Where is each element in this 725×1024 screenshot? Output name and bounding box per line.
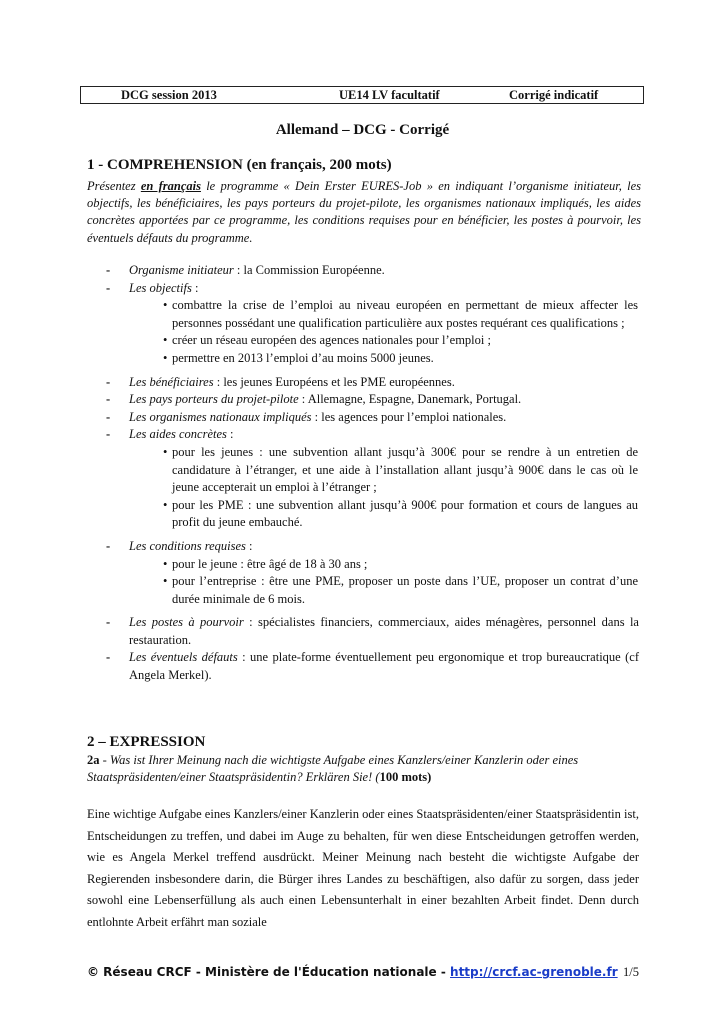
item-label: Les organismes nationaux impliqués [129,409,312,424]
prompt-underlined: en français [140,179,201,193]
header-unit: UE14 LV facultatif [339,88,440,102]
question-text: - Was ist Ihrer Meinung nach die wichtigste Aufgabe eines Kanzlers/einer Kanzlerin oder eines Staatspräsidenten/einer Staatspräsidentin? Erklären Sie! ( [87,753,579,785]
list-item [0,374,639,392]
prompt-text-rest: le programme « Dein Erster EURES-Job » en indiquant l’organisme initiateur, les objectifs, les bénéficiaires, les pays porteurs du projet-pilote, les organismes nationaux impliqués, les aides concrètes apportées par ce programme, les conditions requises pour en bénéficier, les postes à pourvoir, les éventuels défauts du programme. [87,179,641,245]
list-item [0,426,639,444]
item-text: : les agences pour l’emploi nationales. [311,409,507,424]
item-text: : [245,538,253,553]
sub-item-text: pour le jeune : être âgé de 18 à 30 ans ; [172,556,368,571]
sub-item-text: permettre en 2013 l’emploi d’au moins 5000 jeunes. [172,350,434,365]
item-label: Les aides concrètes [129,427,227,442]
sub-item-text: combattre la crise de l’emploi au niveau européen en permettant de mieux affecter les personnes possédant une qualification particulière aux postes requérant ces qualifications ; [172,298,638,330]
header-type: Corrigé indicatif [509,88,599,102]
list-item [0,280,639,298]
list-item [0,262,639,280]
item-label: Les bénéficiaires [129,374,214,389]
section2-question [87,752,641,786]
footer-copyright: © Réseau CRCF - Ministère de l'Éducation nationale - [87,965,451,979]
dash-bullet: - [106,538,111,553]
bullet-dot: • [163,444,168,459]
sub-item [163,444,638,497]
document-title: Allemand – DCG - Corrigé [275,122,450,138]
footer-text [87,965,618,979]
bullet-dot: • [163,298,168,313]
sub-item [163,556,638,574]
item-text: : spécialistes financiers, commerciaux, aides ménagères, personnel dans la restauration. [129,615,639,647]
dash-bullet: - [106,374,111,389]
item-text: : les jeunes Européens et les PME européennes. [213,374,455,389]
prompt-text: Présentez [87,179,141,193]
item-text: : la Commission Européenne. [233,263,385,277]
dash-bullet: - [106,280,111,295]
question-close: ) [427,770,432,785]
sub-item-text: pour les PME : une subvention allant jusqu’à 900€ pour formation et cours de langues au profit du jeune embauché. [172,497,638,530]
item-label: Les conditions requises [129,538,246,553]
section1-prompt [87,178,641,247]
item-text: : [191,280,199,295]
item-label: Les pays porteurs du projet-pilote [129,392,299,407]
list-item [0,649,639,684]
item-text: : [226,427,234,442]
bullet-dot: • [163,497,168,512]
header-box [80,86,644,104]
question-word-count: 100 mots [379,770,428,785]
item-text: : Allemagne, Espagne, Danemark, Portugal. [298,392,522,407]
item-label: Organisme initiateur [129,263,234,277]
header-session: DCG session 2013 [121,88,217,102]
item-label: Les postes à pourvoir [129,615,244,630]
item-label: Les éventuels défauts [129,650,238,665]
item-label: Les objectifs [129,280,192,295]
sub-item-text: pour l’entreprise : être une PME, proposer un poste dans l’UE, proposer un contrat d’une durée minimale de 6 mois. [172,574,638,606]
footer [87,962,639,982]
sub-item [163,332,638,350]
item-text: : une plate-forme éventuellement peu ergonomique et trop bureaucratique (cf Angela Merkel). [129,650,639,683]
bullet-dot: • [163,556,168,571]
answer-paragraph: Eine wichtige Aufgabe eines Kanzlers/einer Kanzlerin oder eines Staatspräsidenten/einer Staatspräsidentin ist, Entscheidungen zu treffen, und dabei im Auge zu behalten, für wen diese Entscheidungen getroffen werden, wie es Angela Merkel treffend ausdrückt. Meiner Meinung nach besteht die wichtigste Aufgabe der Regierenden insbesondere darin, die Bürger ihres Landes zu beschäftigen, also dafür zu sorgen, dass jeder sowohl eine Lebenserfüllung als auch einen Lebensunterhalt in einer bezahlten Arbeit findet. Denn durch entlohnte Arbeit erfährt man soziale [87,807,639,929]
section1-title: 1 - COMPREHENSION (en français, 200 mots) [87,157,392,173]
bullet-dot: • [163,333,168,348]
question-number: 2a [87,753,100,767]
section2-title: 2 – EXPRESSION [87,734,206,750]
page-number: 1/5 [623,965,639,979]
dash-bullet: - [106,409,111,424]
bullet-dot: • [163,574,168,589]
sub-item-text: pour les jeunes : une subvention allant jusqu’à 300€ pour se rendre à un entretien de candidature à l’étranger, et une aide à l’installation allant jusqu’à 900€ dans le cas où le jeune accepterait un emploi à l’étranger ; [172,444,638,495]
list-item [0,391,639,409]
bullet-dot: • [163,350,168,365]
list-item [0,409,639,427]
list-item [0,614,639,649]
sub-item [163,497,638,532]
comprehension-list [0,262,725,685]
dash-bullet: - [106,650,111,665]
sub-item [163,297,638,332]
dash-bullet: - [106,615,111,630]
dash-bullet: - [106,263,111,277]
sub-item [163,573,638,608]
list-item [0,538,639,556]
dash-bullet: - [106,427,111,442]
dash-bullet: - [106,392,111,407]
footer-link[interactable]: http://crcf.ac-grenoble.fr [450,965,618,979]
sub-item [163,350,638,368]
sub-item-text: créer un réseau européen des agences nationales pour l’emploi ; [172,333,491,348]
